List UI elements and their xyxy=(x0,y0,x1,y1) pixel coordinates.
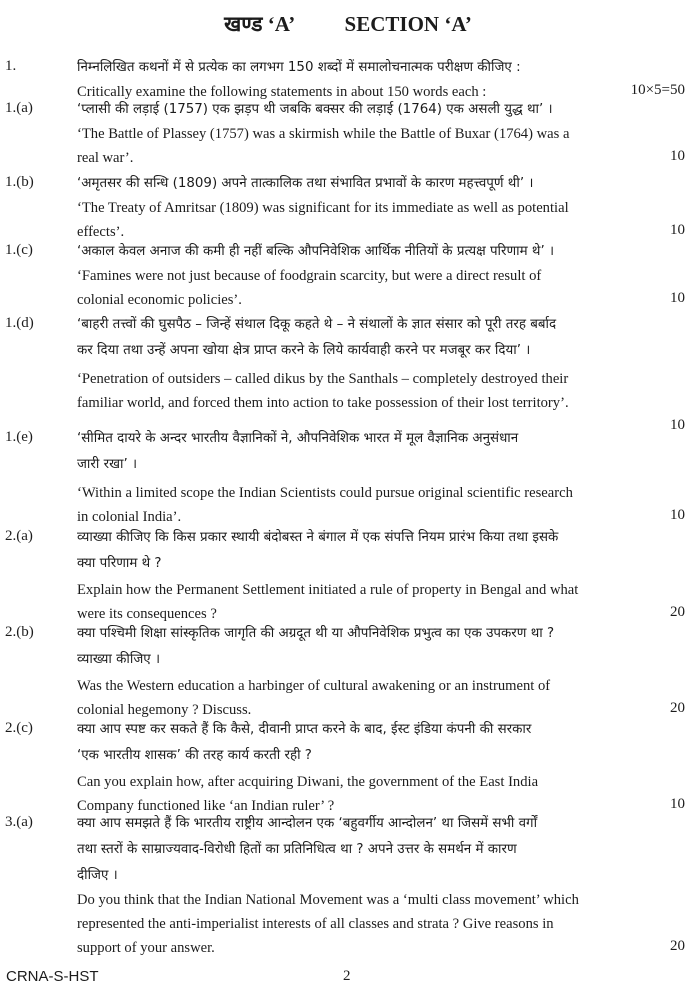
question-marks: 10 xyxy=(670,417,685,433)
question-text-hindi: क्या परिणाम थे ? xyxy=(77,556,162,571)
question-text-english: ‘The Treaty of Amritsar (1809) was significant for its immediate as well as potential xyxy=(77,200,569,216)
question-text-english: ‘Penetration of outsiders – called dikus by the Santhals – completely destroyed their xyxy=(77,371,569,387)
question-number: 1.(c) xyxy=(5,242,33,258)
section-heading xyxy=(0,10,696,38)
question-text-hindi: व्याख्या कीजिए कि किस प्रकार स्थायी बंदोबस्त ने बंगाल में एक संपत्ति नियम प्रारंभ किया तथा इसके xyxy=(77,530,559,545)
question-text-hindi: दीजिए । xyxy=(77,868,118,883)
question-number: 1.(e) xyxy=(5,429,33,445)
question-text-hindi: ‘सीमित दायरे के अन्दर भारतीय वैज्ञानिकों ने, औपनिवेशिक भारत में मूल वैज्ञानिक अनुसंधान xyxy=(77,431,519,446)
question-text-hindi: निम्नलिखित कथनों में से प्रत्येक का लगभग 150 शब्दों में समालोचनात्मक परीक्षण कीजिए : xyxy=(77,60,521,75)
question-text-hindi: ‘एक भारतीय शासक’ की तरह कार्य करती रही ? xyxy=(77,748,312,763)
question-number: 2.(a) xyxy=(5,528,33,544)
question-text-english: Critically examine the following statements in about 150 words each : xyxy=(77,84,487,100)
question-marks: 20 xyxy=(670,604,685,620)
question-text-english: represented the anti-imperialist interests of all classes and strata ? Give reasons in xyxy=(77,916,554,932)
question-text-english: colonial economic policies’. xyxy=(77,292,242,308)
question-text-hindi: जारी रखा’ । xyxy=(77,457,138,472)
question-marks: 20 xyxy=(670,938,685,954)
question-number: 1. xyxy=(5,58,17,74)
question-number: 2.(c) xyxy=(5,720,33,736)
question-text-english: Was the Western education a harbinger of cultural awakening or an instrument of xyxy=(77,678,551,694)
question-number: 1.(d) xyxy=(5,315,34,331)
question-text-english: Company functioned like ‘an Indian ruler’ ? xyxy=(77,798,335,814)
question-marks: 10 xyxy=(670,290,685,306)
question-text-hindi: ‘प्लासी की लड़ाई (1757) एक झड़प थी जबकि बक्सर की लड़ाई (1764) एक असली युद्ध था’ । xyxy=(77,102,553,117)
question-text-english: ‘Famines were not just because of foodgrain scarcity, but were a direct result of xyxy=(77,268,542,284)
question-text-english: support of your answer. xyxy=(77,940,215,956)
section-heading-english: SECTION ‘A’ xyxy=(344,12,472,36)
question-text-hindi: क्या आप स्पष्ट कर सकते हैं कि कैसे, दीवानी प्राप्त करने के बाद, ईस्ट इंडिया कंपनी की सरकार xyxy=(77,722,532,737)
question-text-english: in colonial India’. xyxy=(77,509,182,525)
question-marks: 10 xyxy=(670,222,685,238)
question-marks: 10 xyxy=(670,796,685,812)
question-text-english: effects’. xyxy=(77,224,125,240)
question-number: 1.(a) xyxy=(5,100,33,116)
page-number: 2 xyxy=(343,968,351,984)
question-number: 1.(b) xyxy=(5,174,34,190)
question-number: 3.(a) xyxy=(5,814,33,830)
question-marks: 10 xyxy=(670,148,685,164)
paper-code: CRNA-S-HST xyxy=(6,968,99,985)
question-text-hindi: क्या पश्चिमी शिक्षा सांस्कृतिक जागृति की अग्रदूत थी या औपनिवेशिक प्रभुत्व का एक उपकरण था ? xyxy=(77,626,555,641)
question-text-hindi: तथा स्तरों के साम्राज्यवाद-विरोधी हितों का प्रतिनिधित्व था ? अपने उत्तर के समर्थन में कारण xyxy=(77,842,517,857)
question-marks: 10×5=50 xyxy=(630,82,685,98)
question-number: 2.(b) xyxy=(5,624,34,640)
question-marks: 20 xyxy=(670,700,685,716)
question-text-english: familiar world, and forced them into action to take possession of their lost territory’. xyxy=(77,395,569,411)
question-marks: 10 xyxy=(670,507,685,523)
question-text-english: ‘The Battle of Plassey (1757) was a skirmish while the Battle of Buxar (1764) was a xyxy=(77,126,570,142)
section-heading-hindi: खण्ड ‘A’ xyxy=(224,12,296,36)
question-text-english: Explain how the Permanent Settlement initiated a rule of property in Bengal and what xyxy=(77,582,579,598)
question-text-hindi: व्याख्या कीजिए । xyxy=(77,652,161,667)
question-text-english: real war’. xyxy=(77,150,134,166)
question-text-hindi: ‘अमृतसर की सन्धि (1809) अपने तात्कालिक तथा संभावित प्रभावों के कारण महत्त्वपूर्ण थी’ । xyxy=(77,176,534,191)
question-text-hindi: क्या आप समझते हैं कि भारतीय राष्ट्रीय आन्दोलन एक ‘बहुवर्गीय आन्दोलन’ था जिसमें सभी वर्गों xyxy=(77,816,538,831)
question-text-english: colonial hegemony ? Discuss. xyxy=(77,702,252,718)
question-text-english: Can you explain how, after acquiring Diwani, the government of the East India xyxy=(77,774,539,790)
question-text-english: were its consequences ? xyxy=(77,606,217,622)
question-text-english: Do you think that the Indian National Movement was a ‘multi class movement’ which xyxy=(77,892,579,908)
question-text-hindi: ‘बाहरी तत्त्वों की घुसपैठ – जिन्हें संथाल दिकू कहते थे – ने संथालों के ज्ञात संसार को पूरी तरह बर्बाद xyxy=(77,317,557,332)
question-text-hindi: कर दिया तथा उन्हें अपना खोया क्षेत्र प्राप्त करने के लिये कार्यवाही करने पर मजबूर कर दिया’ । xyxy=(77,343,531,358)
question-text-english: ‘Within a limited scope the Indian Scientists could pursue original scientific research xyxy=(77,485,573,501)
question-text-hindi: ‘अकाल केवल अनाज की कमी ही नहीं बल्कि औपनिवेशिक आर्थिक नीतियों के प्रत्यक्ष परिणाम थे’ । xyxy=(77,244,555,259)
